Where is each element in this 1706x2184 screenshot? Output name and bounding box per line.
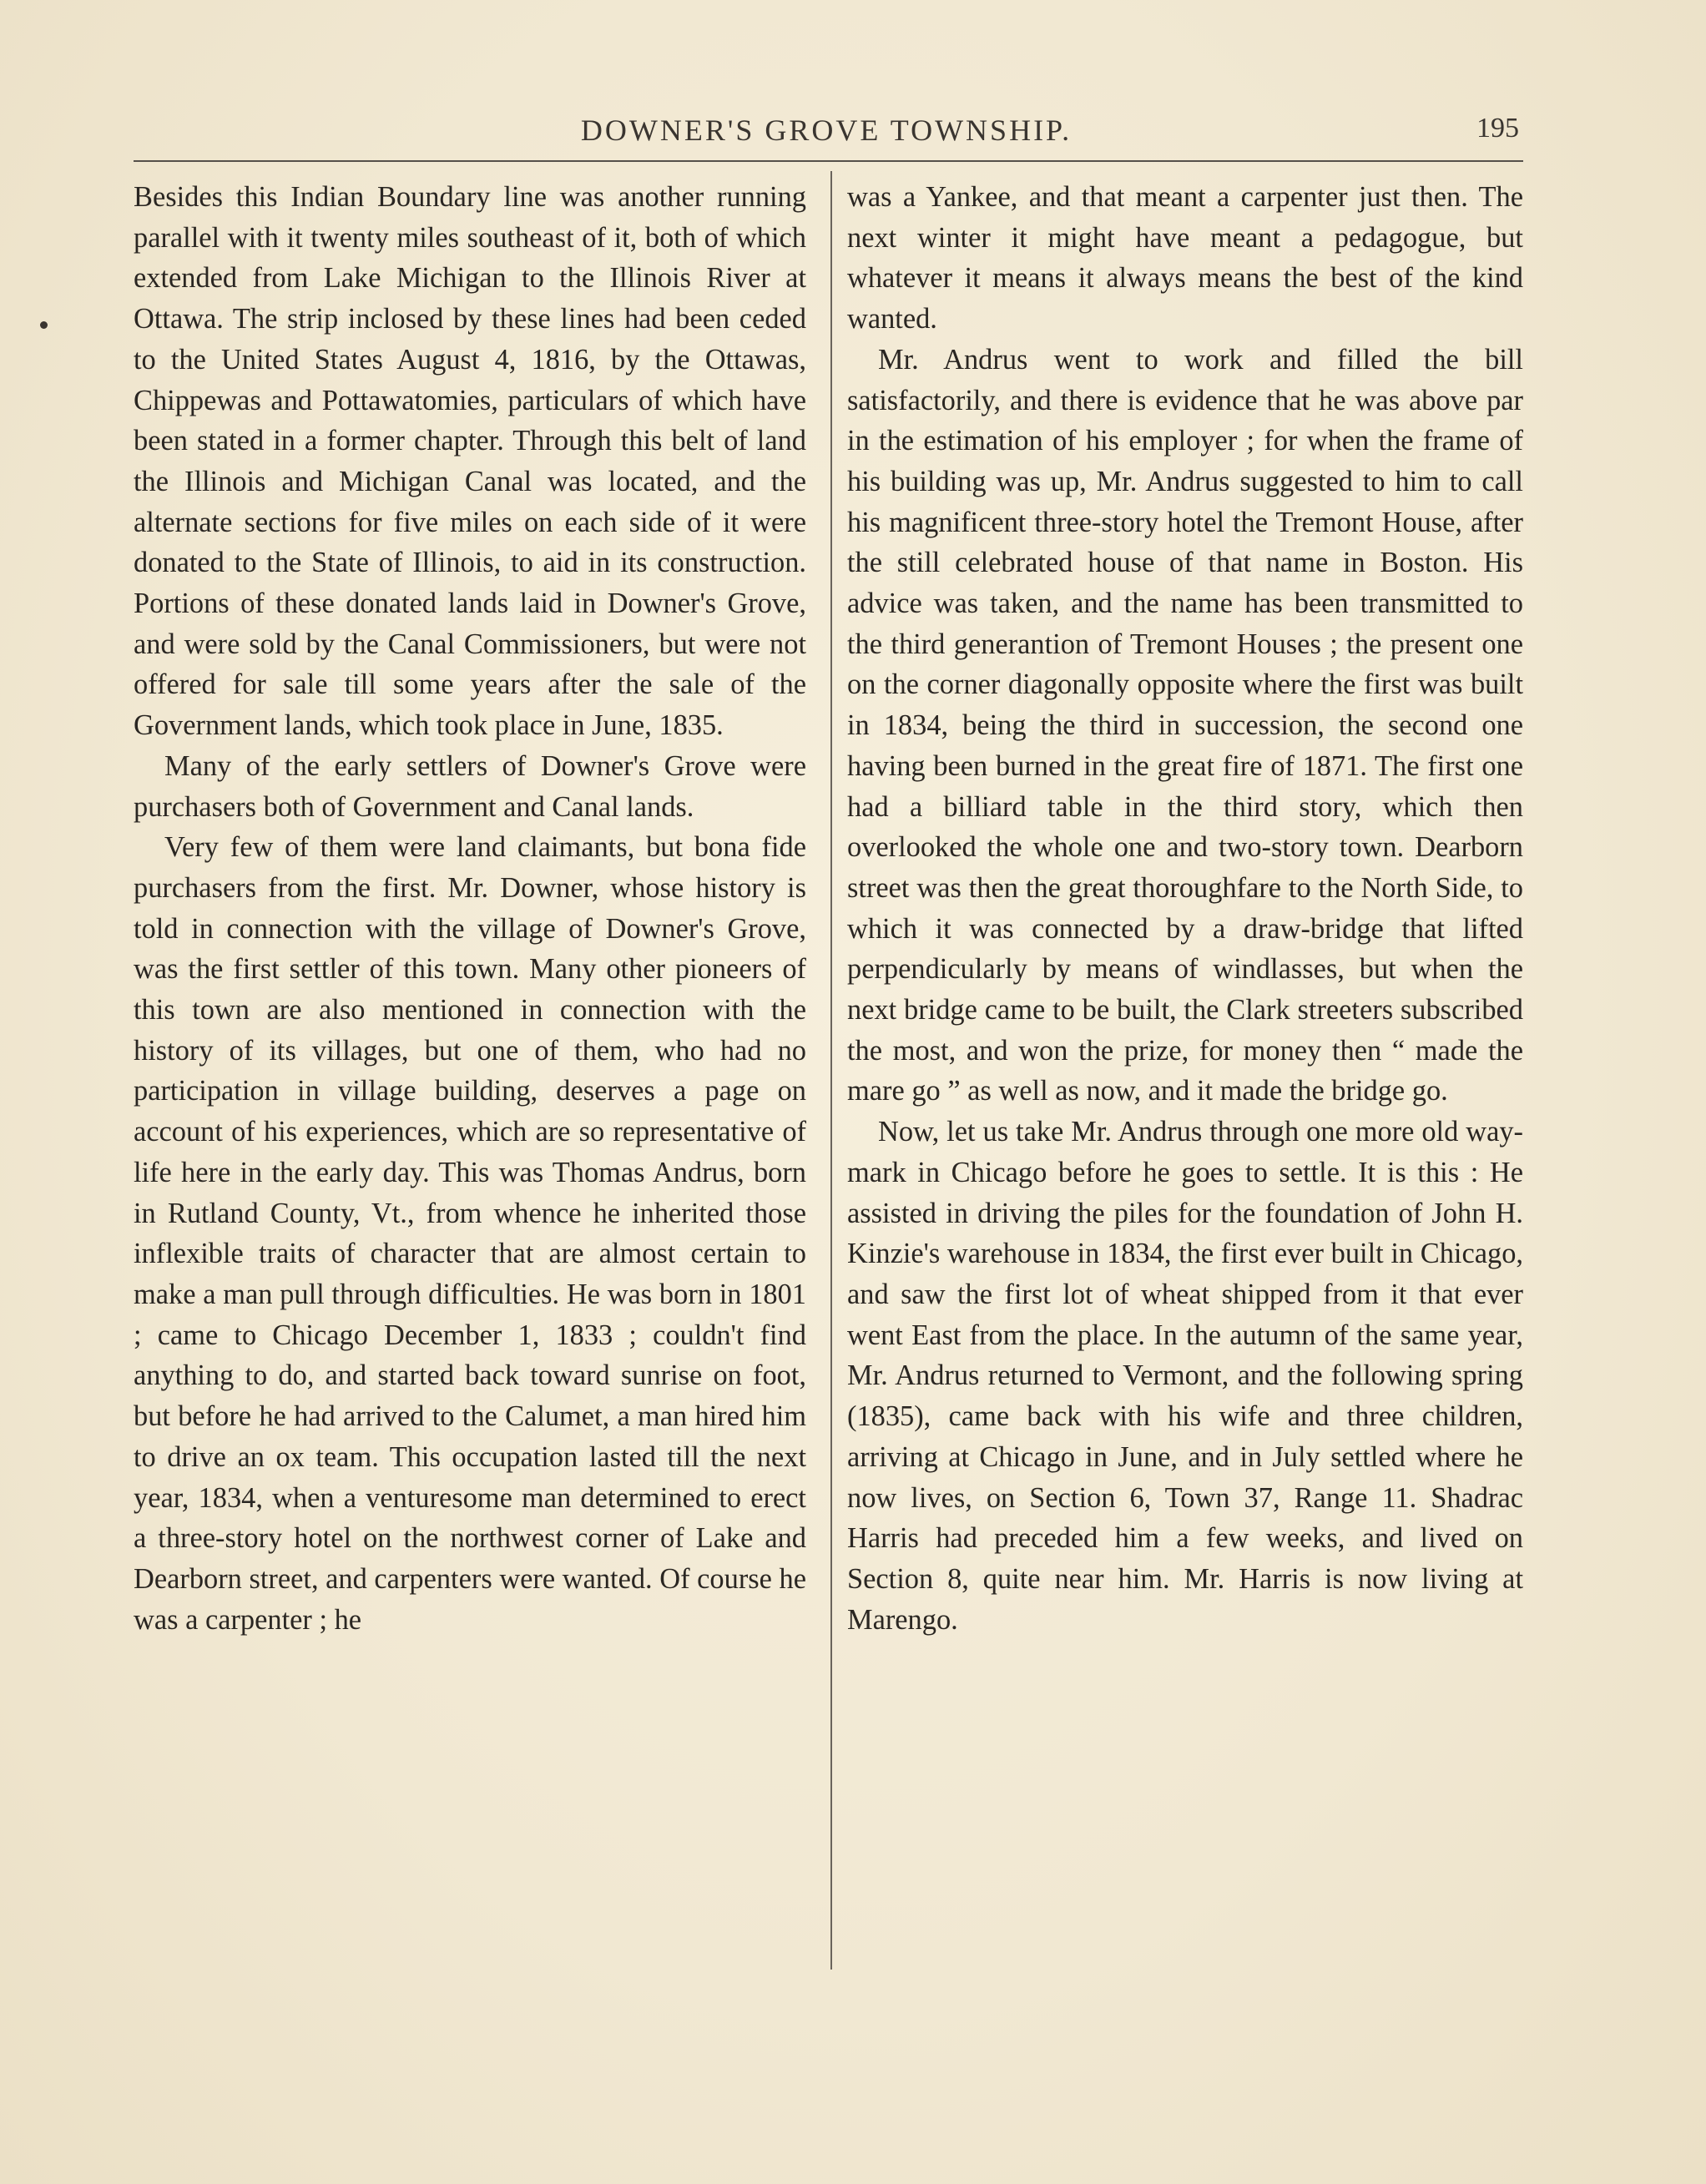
page-number: 195 [1476,113,1519,144]
running-title: DOWNER'S GROVE TOWNSHIP. [580,113,1073,147]
margin-dot-mark [40,321,48,329]
column-divider [830,171,832,1970]
right-column [847,177,1523,1640]
left-column [134,177,806,1640]
paragraph: Very few of them were land claimants, but bona fide purchasers from the first. Mr. Downer, whose history is told in connection with the village of Downer's Grove, was the first settler of this town. Many other pioneers of this town are also mentioned in connection with the history of its villages, but one of them, who had no participation in village building, deserves a page on account of his experiences, which are so representative of life here in the early day. This was Thomas Andrus, born in Rutland County, Vt., from whence he inherited those inflexible traits of character that are almost certain to make a man pull through difficulties. He was born in 1801 ; came to Chicago December 1, 1833 ; couldn't find anything to do, and started back toward sunrise on foot, but before he had arrived to the Calumet, a man hired him to drive an ox team. This occupation lasted till the next year, 1834, when a venturesome man determined to erect a three-story hotel on the northwest corner of Lake and Dearborn street, and carpenters were wanted. Of course he was a carpenter ; he [134,831,806,1636]
paragraph: Now, let us take Mr. Andrus through one more old way-mark in Chicago before he goes to settle. It is this : He assisted in driving the piles for the foundation of John H. Kinzie's warehouse in 1834, the first ever built in Chicago, and saw the first lot of wheat shipped from it that ever went East from the place. In the autumn of the same year, Mr. Andrus returned to Vermont, and the following spring (1835), came back with his wife and three children, arriving at Chicago in June, and in July settled where he now lives, on Section 6, Town 37, Range 11. Shadrac Harris had preceded him a few weeks, and lived on Section 8, quite near him. Mr. Harris is now living at Marengo. [847,1116,1523,1636]
header-rule [134,160,1523,162]
paragraph: Many of the early settlers of Downer's Grove were purchasers both of Government and Canal lands. [134,749,806,823]
running-head [134,113,1519,154]
paragraph: was a Yankee, and that meant a carpenter just then. The next winter it might have meant a pedagogue, but whatever it means it always means the best of the kind wanted. [847,181,1523,335]
paragraph: Mr. Andrus went to work and filled the bill satisfactorily, and there is evidence that he was above par in the estimation of his employer ; for when the frame of his building was up, Mr. Andrus suggested to him to call his magnificent three-story hotel the Tremont House, after the still celebrated house of that name in Boston. His advice was taken, and the name has been transmitted to the third generantion of Tremont Houses ; the present one on the corner diagonally opposite where the first was built in 1834, being the third in succession, the second one having been burned in the great fire of 1871. The first one had a billiard table in the third story, which then overlooked the whole one and two-story town. Dearborn street was then the great thoroughfare to the North Side, to which it was connected by a draw-bridge that lifted perpendicularly by means of windlasses, but when the next bridge came to be built, the Clark streeters subscribed the most, and won the prize, for money then “ made the mare go ” as well as now, and it made the bridge go. [847,343,1523,1107]
paragraph: Besides this Indian Boundary line was another running parallel with it twenty miles southeast of it, both of which extended from Lake Michigan to the Illinois River at Ottawa. The strip inclosed by these lines had been ceded to the United States August 4, 1816, by the Ottawas, Chippewas and Pottawatomies, particulars of which have been stated in a former chapter. Through this belt of land the Illinois and Michigan Canal was located, and the alternate sections for five miles on each side of it were donated to the State of Illinois, to aid in its construction. Portions of these donated lands laid in Downer's Grove, and were sold by the Canal Commissioners, but were not offered for sale till some years after the sale of the Government lands, which took place in June, 1835. [134,181,806,742]
